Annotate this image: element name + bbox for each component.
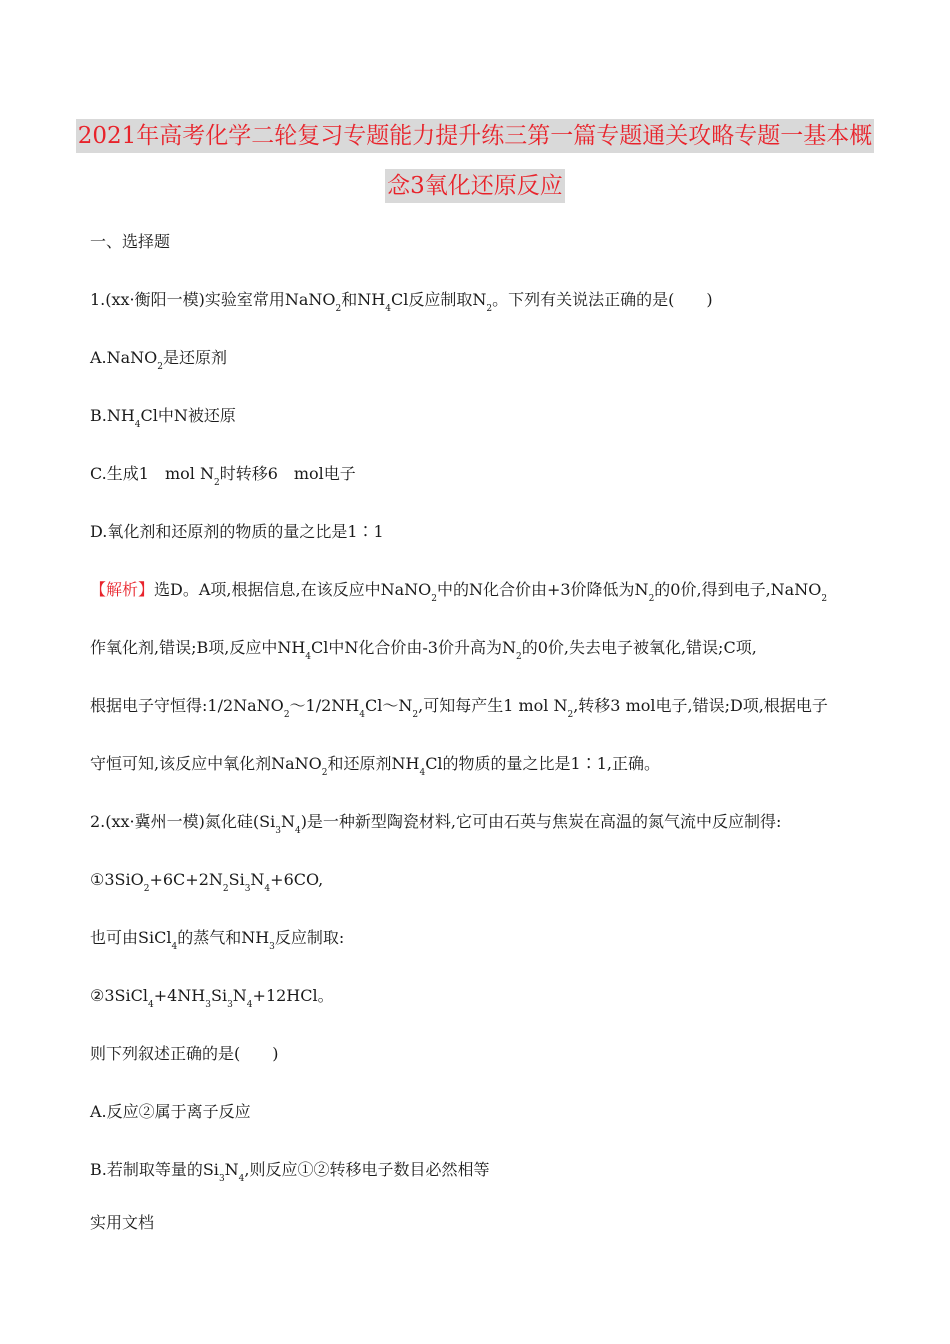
question-2-stem: 2.(xx·冀州一模)氮化硅$(Si_3N_4)$是一种新型陶瓷材料,它可由石英与焦炭在高温的氮气流中反应制得:: [90, 812, 782, 836]
document-title-line-1: 2021年高考化学二轮复习专题能力提升练三第一篇专题通关攻略专题一基本概: [0, 119, 950, 153]
document-title-line-2: 念3氧化还原反应: [0, 169, 950, 203]
question-1-analysis-line-1: 【解析】选D。A项,根据信息,在该反应中NaNO$_2$中的N化合价由+3价降低为$N_2$的0价,得到电子,NaNO$_2$: [90, 580, 828, 604]
page-footer: 实用文档: [90, 1213, 155, 1232]
question-1-option-d: D.氧化剂和还原剂的物质的量之比是1∶1: [90, 522, 384, 541]
question-1-analysis-line-4: 守恒可知,该反应中氧化剂NaNO$_2$和还原剂$NH_4Cl$的物质的量之比是1∶1,正确。: [90, 754, 660, 778]
question-1-option-c: C.生成1 mol $N_2$时转移6 mol电子: [90, 464, 356, 488]
question-2-equation-2: $②3SiCl_4+4NH_3Si_3N_4+12HCl$。: [90, 986, 334, 1010]
question-2-option-b: B.若制取等量的$Si_3N_4$,则反应①②转移电子数目必然相等: [90, 1160, 490, 1184]
section-heading: 一、选择题: [90, 232, 171, 251]
question-2-equation-1: $①3SiO_2+6C+2N_2Si_3N_4+6CO$,: [90, 870, 324, 894]
analysis-tag: 【解析】: [90, 580, 155, 599]
question-1-analysis-line-3: 根据电子守恒得$:1/2NaNO_2\sim 1/2NH_4Cl\sim N_2$,可知每产生1 mol $N_2$,转移3 mol电子,错误;D项,根据电子: [90, 696, 828, 720]
question-1-stem: 1.(xx·衡阳一模)实验室常用NaNO$_2$和$NH_4Cl$反应制取$N_2$。下列有关说法正确的是( ): [90, 290, 713, 314]
question-1-option-b: $B.NH_4Cl$中N被还原: [90, 406, 236, 430]
question-2-alternative: 也可由SiCl$_4$的蒸气和$NH_3$反应制取:: [90, 928, 345, 952]
question-2-option-a: A.反应②属于离子反应: [90, 1102, 251, 1121]
question-1-analysis-line-2: 作氧化剂,错误;B项,反应中$NH_4Cl$中N化合价由-3价升高为$N_2$的0价,失去电子被氧化,错误;C项,: [90, 638, 757, 662]
question-2-ask: 则下列叙述正确的是( ): [90, 1044, 279, 1063]
question-1-option-a: A.NaNO$_2$是还原剂: [90, 348, 228, 372]
